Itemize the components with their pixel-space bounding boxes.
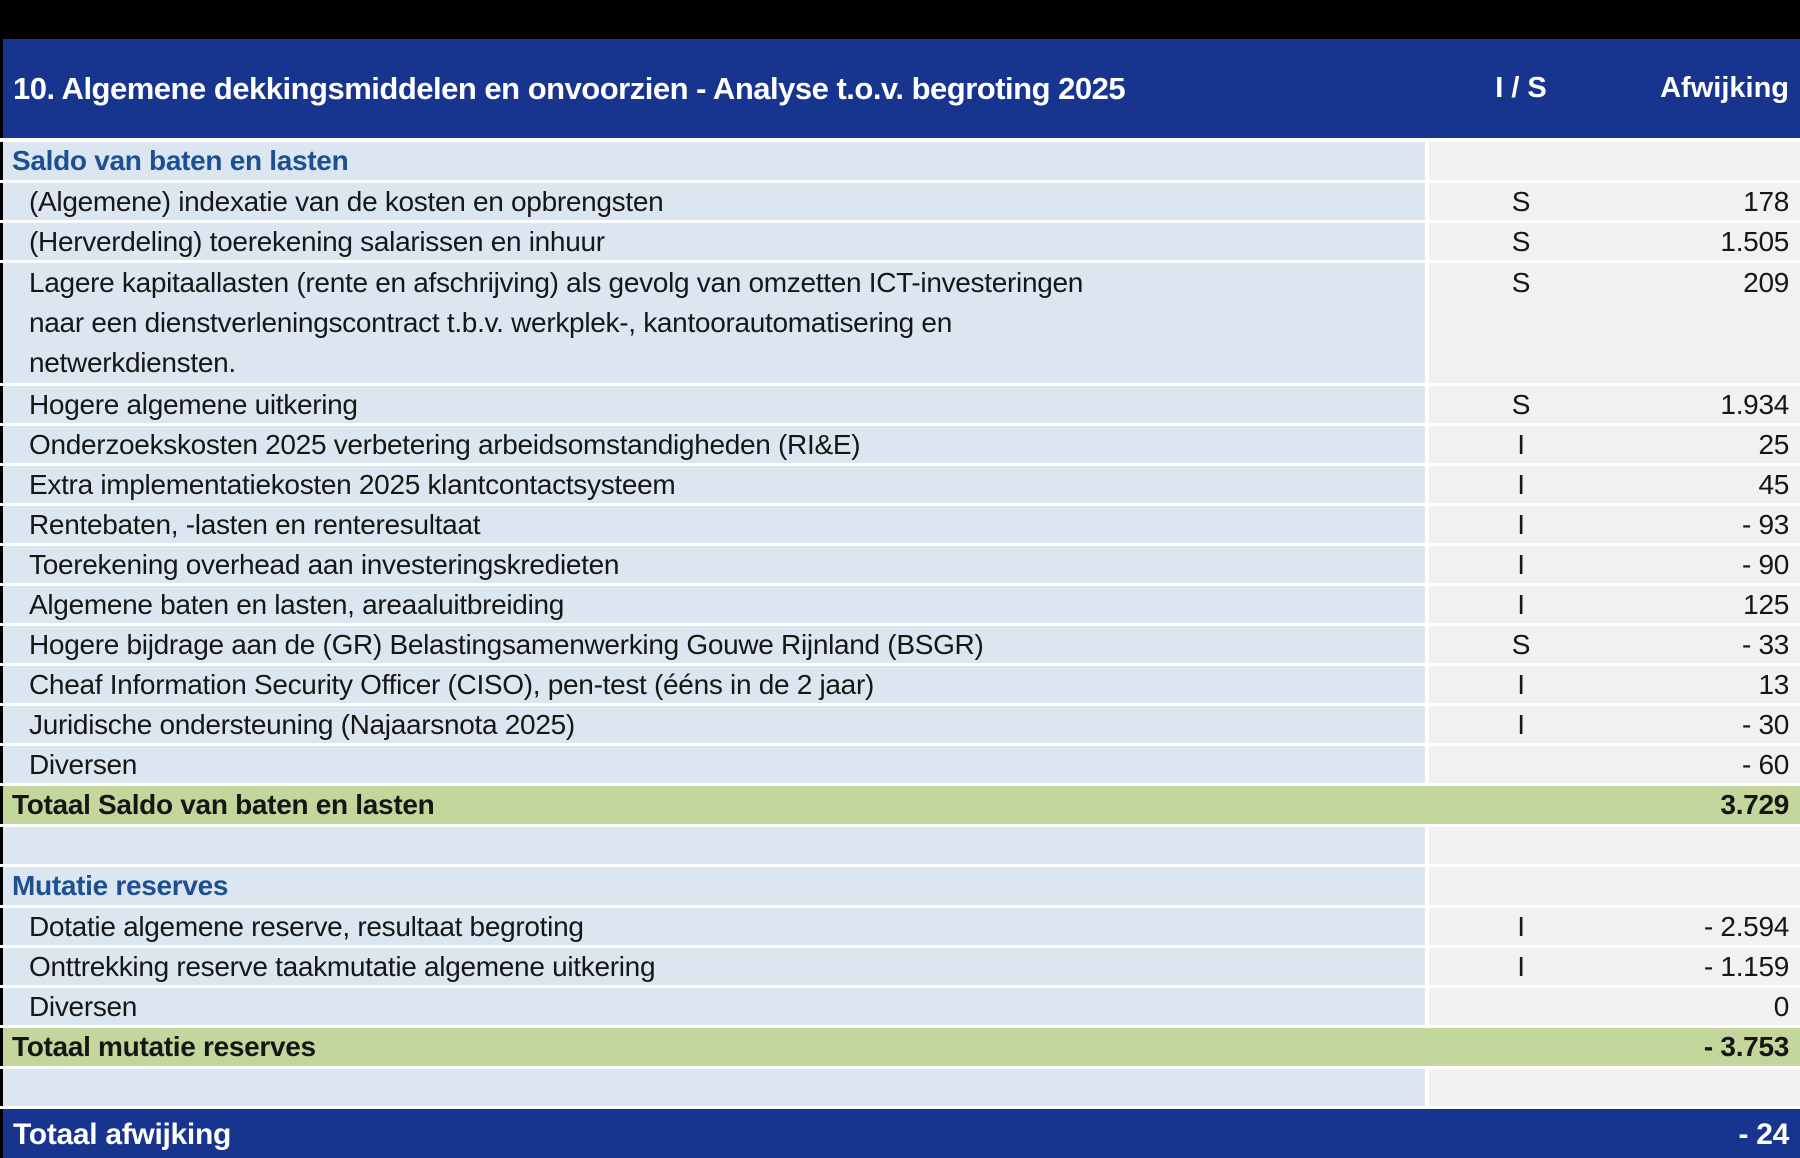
row-amount: 45 [1758,468,1789,500]
row-value-cell [1429,142,1800,180]
row-value-line [1429,142,1800,179]
row-value-cell [1429,546,1800,583]
row-is-indicator: S [1511,388,1531,420]
row-description: Cheaf Information Security Officer (CISO), pen-test (ééns in de 2 jaar) [0,666,1425,703]
table-row [0,948,1800,985]
row-description [0,263,1425,383]
total-amount: - 3.753 [1703,1031,1789,1062]
row-value-cell [1429,426,1800,463]
row-value-line [1429,223,1800,260]
row-is-indicator: S [1511,267,1531,298]
row-amount: - 1.159 [1703,950,1789,982]
row-amount: - 93 [1741,508,1789,540]
row-is-indicator: I [1517,668,1525,700]
row-description: Diversen [0,988,1425,1025]
top-black-bar [0,0,1800,39]
grand-total-row [0,1109,1800,1158]
row-value-cell [1429,466,1800,503]
table-row [0,506,1800,543]
row-value-line [1429,626,1800,663]
row-value-cell [1429,706,1800,743]
total-row [0,1028,1800,1066]
row-value-line [1429,706,1800,743]
row-amount: - 33 [1741,628,1789,660]
row-value-cell [1429,988,1800,1025]
row-value-cell [1429,223,1800,260]
row-description: Hogere bijdrage aan de (GR) Belastingsamenwerking Gouwe Rijnland (BSGR) [0,626,1425,663]
row-description: Hogere algemene uitkering [0,386,1425,423]
row-value-line [1429,867,1800,904]
row-amount: 178 [1743,185,1789,217]
row-amount: 1.934 [1720,388,1789,420]
blank-row [0,1069,1800,1106]
blank-row [0,827,1800,864]
row-value-line [1429,948,1800,985]
row-description: Onttrekking reserve taakmutatie algemene uitkering [0,948,1425,985]
row-value-cell [1429,386,1800,423]
row-description: (Herverdeling) toerekening salarissen en inhuur [0,223,1425,260]
row-description-line: Lagere kapitaallasten (rente en afschrijving) als gevolg van omzetten ICT-investeringen [29,267,1084,298]
row-value-cell [1429,948,1800,985]
row-amount: - 60 [1741,748,1789,780]
row-amount: 1.505 [1720,225,1789,257]
row-value-cell [1429,867,1800,905]
row-value-cell [1429,908,1800,945]
row-value-line [1429,586,1800,623]
section-header-row [0,142,1800,180]
row-is-indicator: I [1517,950,1525,982]
blank-value-cell [1429,1069,1800,1106]
row-value-line [1429,746,1800,783]
row-is-indicator: I [1517,708,1525,740]
row-is-indicator: I [1517,468,1525,500]
row-description: (Algemene) indexatie van de kosten en opbrengsten [0,183,1425,220]
row-amount: 125 [1743,588,1789,620]
table-header-row [0,39,1800,138]
row-is-indicator: I [1517,588,1525,620]
table-body [0,142,1800,1158]
table-row [0,426,1800,463]
table-row [0,746,1800,783]
row-value-line [1429,506,1800,543]
row-amount: 13 [1758,668,1789,700]
table-row [0,466,1800,503]
table-row [0,386,1800,423]
row-value-cell [1429,586,1800,623]
row-description: Onderzoekskosten 2025 verbetering arbeidsomstandigheden (RI&E) [0,426,1425,463]
row-description-line: netwerkdiensten. [29,347,236,378]
row-description: Dotatie algemene reserve, resultaat begroting [0,908,1425,945]
row-value-line [1429,666,1800,703]
table-row [0,706,1800,743]
row-description: Extra implementatiekosten 2025 klantcontactsysteem [0,466,1425,503]
row-value-line [1429,988,1800,1025]
total-label: Totaal Saldo van baten en lasten [12,789,435,820]
row-description: Diversen [0,746,1425,783]
row-description: Algemene baten en lasten, areaaluitbreiding [0,586,1425,623]
row-value-cell [1429,183,1800,220]
blank-description-cell [0,1069,1425,1106]
table-row [0,988,1800,1025]
table-row [0,626,1800,663]
row-is-indicator: I [1517,428,1525,460]
page-title: 10. Algemene dekkingsmiddelen en onvoorzien - Analyse t.o.v. begroting 2025 [13,70,1126,106]
row-value-cell [1429,263,1800,383]
row-value-line [1429,908,1800,945]
row-value-line [1429,466,1800,503]
row-description: Toerekening overhead aan investeringskredieten [0,546,1425,583]
row-is-indicator: S [1511,225,1531,257]
row-is-indicator: I [1517,910,1525,942]
section-header-row [0,867,1800,905]
row-is-indicator: I [1517,548,1525,580]
row-value-cell [1429,666,1800,703]
row-is-indicator: S [1511,628,1531,660]
row-value-cell [1429,746,1800,783]
column-header-afwijking: Afwijking [1660,72,1789,104]
row-value-cell [1429,506,1800,543]
table-row [0,223,1800,260]
row-description: Rentebaten, -lasten en renteresultaat [0,506,1425,543]
row-is-indicator: I [1517,508,1525,540]
section-header-label: Mutatie reserves [0,867,1425,905]
row-amount: - 30 [1741,708,1789,740]
row-is-indicator: S [1511,185,1531,217]
table-row [0,586,1800,623]
row-value-line [1429,263,1800,303]
row-amount: - 90 [1741,548,1789,580]
blank-value-cell [1429,827,1800,864]
table-row [0,183,1800,220]
section-header-label: Saldo van baten en lasten [0,142,1425,180]
table-row [0,263,1800,383]
row-description: Juridische ondersteuning (Najaarsnota 2025) [0,706,1425,743]
row-amount: 0 [1773,990,1789,1022]
column-header-is: I / S [1495,72,1547,104]
table-row [0,666,1800,703]
total-row [0,786,1800,824]
row-value-line [1429,426,1800,463]
grand-total-amount: - 24 [1738,1117,1789,1151]
grand-total-label: Totaal afwijking [13,1117,232,1151]
row-value-line [1429,386,1800,423]
row-value-line [1429,546,1800,583]
row-amount: - 2.594 [1703,910,1789,942]
table-row [0,546,1800,583]
total-label: Totaal mutatie reserves [12,1031,316,1062]
row-value-cell [1429,626,1800,663]
row-value-line [1429,183,1800,220]
row-description-line: naar een dienstverleningscontract t.b.v. werkplek-, kantoorautomatisering en [29,307,952,338]
row-amount: 25 [1758,428,1789,460]
table-row [0,908,1800,945]
row-amount: 209 [1743,267,1789,298]
total-amount: 3.729 [1720,789,1789,820]
blank-description-cell [0,827,1425,864]
